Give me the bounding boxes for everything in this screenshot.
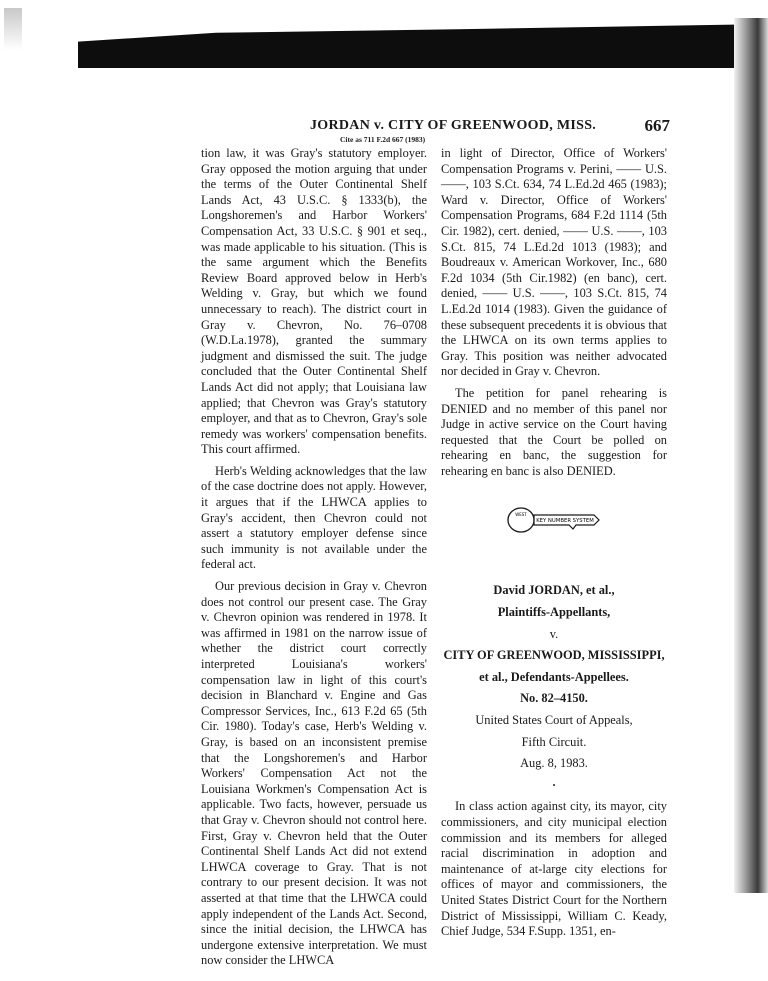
paragraph: Herb's Welding acknowledges that the law of the case doctrine does not apply. However, it argues that if the LHWCA applies to Gray's accident, then Chevron could not assert a statutory employer defense since such immunity is not available under the federal act. — [201, 463, 427, 572]
section-dot: • — [552, 780, 556, 790]
scan-right-edge — [734, 18, 768, 893]
page-number: 667 — [644, 116, 670, 135]
paragraph: in light of Director, Office of Workers' Compensation Programs v. Perini, —— U.S. ——, 103 S.Ct. 634, 74 L.Ed.2d 465 (1983); Ward v. Director, Office of Workers' Compensation Programs, 684 F.2d 1114 (5th Cir. 1982), cert. denied, —— U.S. ——, 103 S.Ct. 815, 74 L.Ed.2d 1013 (1983); and Boudreaux v. American Workover, Inc., 680 F.2d 1034 (5th Cir.1982) (en banc), cert. denied, —— U.S. ——, 103 S.Ct. 815, 74 L.Ed.2d 1014 (1983). Given the guidance of these subsequent precedents it is obvious that the LHWCA on its own terms applies to Gray. This position was neither advocated nor decided in Gray v. Chevron. — [441, 146, 667, 379]
left-column — [201, 146, 427, 975]
scan-top-shadow — [78, 24, 768, 68]
paragraph: tion law, it was Gray's statutory employer. Gray opposed the motion arguing that under the terms of the Outer Continental Shelf Lands Act, 43 U.S.C. § 1333(b), the Longshoremen's and Harbor Workers' Compensation Act, 33 U.S.C. § 901 et seq., was made applicable to his situation. (This is the same argument which the Benefits Review Board approved below in Herb's Welding v. Gray, but which we found unnecessary to reach). The district court in Gray v. Chevron, No. 76–0708 (W.D.La.1978), granted the summary judgment and dismissed the suit. The judge concluded that the Outer Continental Shelf Lands Act did not apply; that Louisiana law applied; that Chevron was Gray's statutory employer, and that as to Chevron, Gray's sole remedy was workers' compensation benefits. This court affirmed. — [201, 146, 427, 457]
scan-corner-mark — [4, 8, 22, 50]
caption-defendant: CITY OF GREENWOOD, MISSISSIPPI, — [443, 648, 665, 663]
running-head: JORDAN v. CITY OF GREENWOOD, MISS. — [310, 118, 597, 133]
decision-date: Aug. 8, 1983. — [520, 756, 588, 771]
seal-letters: WEST — [515, 512, 527, 518]
caption-defendant-role: et al., Defendants-Appellees. — [479, 669, 629, 684]
right-column — [441, 146, 667, 946]
syllabus-paragraph: In class action against city, its mayor, city commissioners, and city municipal election commission and its members for alleged racial discrimination in adoption and maintenance of at-large city elections for offices of mayor and commissioners, the United States District Court for the Northern District of Mississippi, William C. Keady, Chief Judge, 534 F.Supp. 1351, en- — [441, 799, 667, 939]
key-number-seal — [441, 505, 667, 535]
court-name: United States Court of Appeals, — [475, 713, 633, 728]
paragraph: The petition for panel rehearing is DENIED and no member of this panel nor Judge in active service on the Court having requested that the Court be polled on rehearing en banc, the suggestion for rehearing en banc is also DENIED. — [441, 385, 667, 478]
citation-line: Cite as 711 F.2d 667 (1983) — [340, 135, 426, 144]
caption-versus: v. — [549, 626, 559, 641]
page-header — [200, 118, 670, 144]
court-circuit: Fifth Circuit. — [521, 734, 587, 749]
caption-plaintiff: David JORDAN, et al., — [493, 583, 615, 598]
seal-text: KEY NUMBER SYSTEM — [536, 518, 594, 525]
key-icon — [506, 505, 602, 535]
paragraph: Our previous decision in Gray v. Chevron does not control our present case. The Gray v. Chevron opinion was rendered in 1978. It was affirmed in 1981 on the narrow issue of whether the district court correctly interpreted Louisiana's workers' compensation law in light of this court's decision in Blanchard v. Engine and Gas Compressor Services, Inc., 613 F.2d 65 (5th Cir. 1980). Today's case, Herb's Welding v. Gray, is based on an inconsistent premise that the Longshoremen's and Harbor Workers' Compensation Act not the Louisiana Workmen's Compensation Act is applicable. Two facts, however, persuade us that Gray v. Chevron should not control here. First, Gray v. Chevron held that the Outer Continental Shelf Lands Act did not extend LHWCA coverage to Gray. That is not contrary to our present decision. It was not asserted at that time that the LHWCA could apply independent of the Lands Act. Second, since the initial decision, the LHWCA has undergone extensive interpretation. We must now consider the LHWCA — [201, 579, 427, 968]
caption-plaintiff-role: Plaintiffs-Appellants, — [497, 605, 611, 620]
docket-number: No. 82–4150. — [520, 691, 588, 706]
